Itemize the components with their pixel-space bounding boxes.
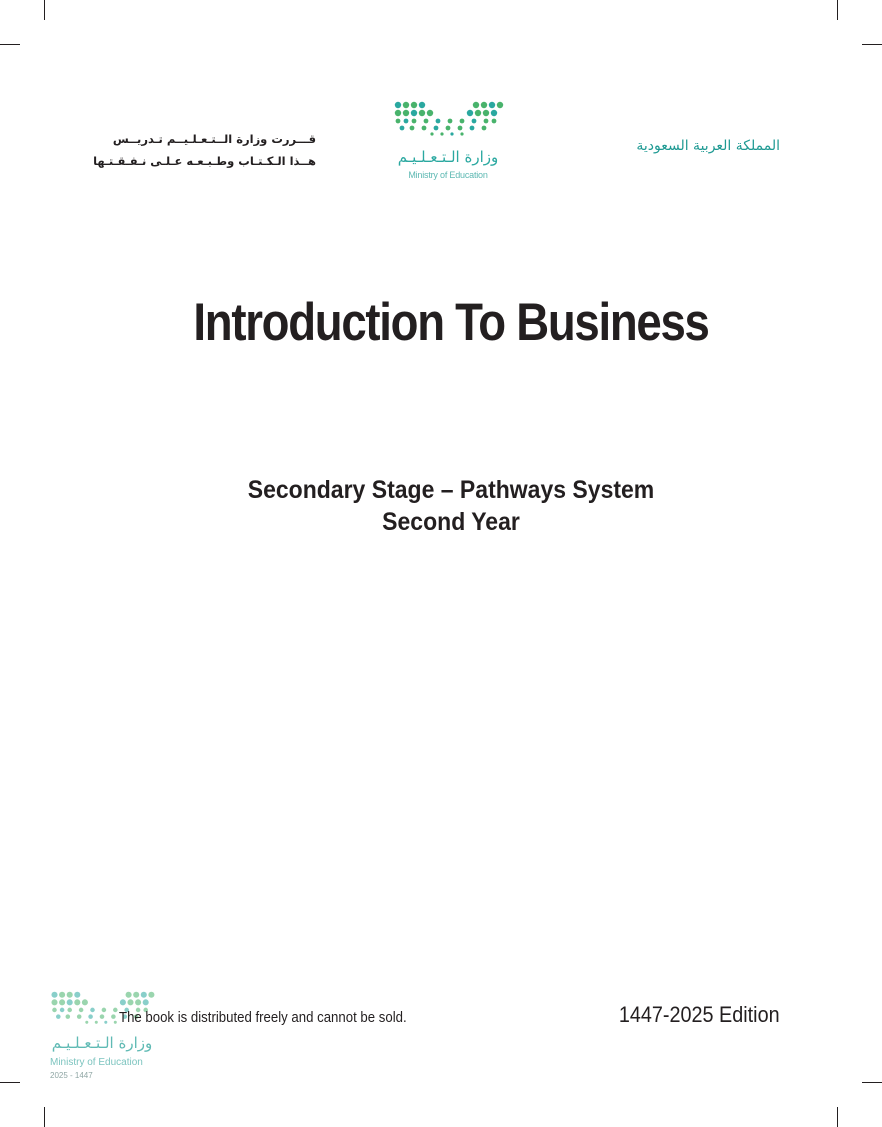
logo-dot (411, 102, 417, 108)
logo-dot (482, 126, 487, 131)
edition-label: 1447-2025 Edition (619, 1002, 780, 1027)
logo-dot (120, 999, 126, 1005)
ministry-approval-statement (93, 128, 316, 172)
crop-mark (0, 44, 20, 45)
ministry-logo-english: Ministry of Education (408, 170, 488, 180)
logo-dot (74, 992, 80, 998)
book-title: Introduction To Business (193, 293, 709, 352)
footer-ministry-logo (48, 990, 158, 1086)
crop-mark (862, 44, 882, 45)
logo-dot (419, 102, 425, 108)
logo-dot (104, 1021, 107, 1024)
kingdom-name: المملكة العربية السعودية (636, 138, 780, 154)
ministry-dots-logo-icon (392, 100, 504, 140)
logo-dot (472, 119, 477, 124)
subtitle-year: Second Year (382, 508, 520, 536)
logo-dot (467, 110, 473, 116)
logo-dot (133, 992, 139, 998)
logo-dot (396, 119, 401, 124)
logo-dot (492, 119, 497, 124)
footer-logo-year: 2025 - 1447 (50, 1071, 93, 1080)
footer-logo-english: Ministry of Education (50, 1057, 143, 1068)
logo-dot (489, 102, 495, 108)
crop-mark (837, 1107, 838, 1127)
logo-dot (59, 999, 65, 1005)
logo-dot (424, 119, 429, 124)
logo-dot (77, 1014, 82, 1019)
logo-dot (458, 126, 463, 131)
crop-mark (0, 1082, 20, 1083)
logo-dot (51, 999, 57, 1005)
logo-dot (88, 1014, 93, 1019)
logo-dot (481, 102, 487, 108)
logo-dot (460, 132, 463, 135)
logo-dot (74, 999, 80, 1005)
logo-dot (66, 1014, 71, 1019)
logo-dot (114, 1021, 117, 1024)
logo-dot (102, 1008, 107, 1013)
logo-dot (395, 110, 401, 116)
logo-dot (475, 110, 481, 116)
logo-dot (60, 1008, 65, 1013)
logo-dot (403, 102, 409, 108)
approval-line: قـــررت وزارة الــتـعـلـيــم تـدريــس (112, 132, 316, 146)
logo-dot (59, 992, 65, 998)
logo-dot (111, 1014, 116, 1019)
logo-dot (440, 132, 443, 135)
logo-dot (403, 110, 409, 116)
logo-dot (446, 126, 451, 131)
logo-dot (470, 126, 475, 131)
logo-dot (460, 119, 465, 124)
logo-dot (422, 126, 427, 131)
logo-dot (100, 1014, 105, 1019)
logo-dot (410, 126, 415, 131)
logo-dot (135, 999, 141, 1005)
logo-dot (51, 992, 57, 998)
approval-line: هــذا الـكـتـاب وطـبـعـه عـلـى نـفـقـتـها (93, 154, 316, 168)
crop-mark (862, 1082, 882, 1083)
subtitle-stage: Secondary Stage – Pathways System (247, 476, 655, 504)
logo-dot (113, 1008, 118, 1013)
logo-dot (52, 1008, 57, 1013)
logo-dot (427, 110, 433, 116)
logo-dot (126, 992, 132, 998)
logo-dot (430, 132, 433, 135)
crop-mark (837, 0, 838, 20)
crop-mark (44, 0, 45, 20)
logo-dot (95, 1021, 98, 1024)
logo-dot (473, 102, 479, 108)
logo-dot (450, 132, 453, 135)
logo-dot (436, 119, 441, 124)
logo-dot (412, 119, 417, 124)
logo-dot (85, 1021, 88, 1024)
logo-dot (141, 992, 147, 998)
logo-dot (67, 992, 73, 998)
crop-mark (44, 1107, 45, 1127)
distribution-notice: The book is distributed freely and cannot be sold. (119, 1009, 407, 1026)
book-subtitle (36, 474, 866, 538)
logo-dot (143, 999, 149, 1005)
logo-dot (497, 102, 503, 108)
ministry-logo-arabic: وزارة الـتـعـلـيـم (397, 148, 499, 166)
ministry-logo (392, 100, 510, 184)
logo-dot (79, 1008, 84, 1013)
logo-dot (67, 999, 73, 1005)
logo-dot (400, 126, 405, 131)
logo-dot (419, 110, 425, 116)
logo-dot (484, 119, 489, 124)
footer-logo-arabic: وزارة الـتـعـلـيـم (51, 1034, 153, 1052)
logo-dot (67, 1008, 72, 1013)
logo-dot (434, 126, 439, 131)
logo-dot (148, 992, 154, 998)
logo-dot (483, 110, 489, 116)
logo-dot (82, 999, 88, 1005)
logo-dot (491, 110, 497, 116)
logo-dot (411, 110, 417, 116)
logo-dot (90, 1008, 95, 1013)
logo-dot (127, 999, 133, 1005)
logo-dot (404, 119, 409, 124)
logo-dot (56, 1014, 61, 1019)
logo-dot (395, 102, 401, 108)
logo-dot (448, 119, 453, 124)
